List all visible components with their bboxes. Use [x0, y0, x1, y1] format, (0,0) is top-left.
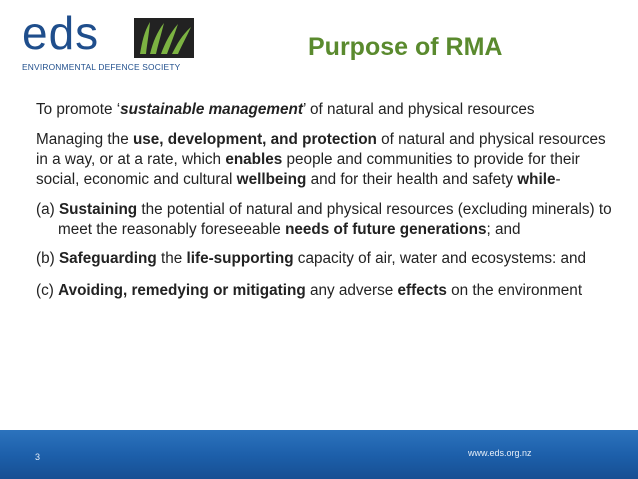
item-a-text-2: ; and [486, 221, 521, 238]
item-a-bold-2: needs of future generations [285, 221, 487, 238]
item-c-text-1: any adverse [305, 282, 398, 299]
item-c-prefix: (c) [36, 282, 59, 299]
list-item-c [36, 281, 616, 301]
logo-wordmark: eds [22, 7, 100, 59]
slide-body [36, 100, 616, 310]
footer-bar [0, 430, 638, 479]
list-item-b [36, 249, 616, 269]
item-c-bold-2: effects [397, 282, 447, 299]
definition-text-1: Managing the [36, 131, 133, 148]
intro-text-1: To promote ‘ [36, 101, 121, 118]
intro-paragraph [36, 100, 616, 120]
definition-text-4: and for their health and safety [306, 171, 518, 188]
item-b-text-2: capacity of air, water and ecosystems: and [293, 250, 587, 267]
logo-subtitle: ENVIRONMENTAL DEFENCE SOCIETY [22, 62, 181, 72]
item-c-bold-1: Avoiding, remedying or mitigating [58, 282, 306, 299]
item-b-prefix: (b) [36, 250, 59, 267]
definition-text-2: of natural and physical resources in a way, or at a rate, which [36, 131, 606, 168]
definition-bold-4: while [517, 171, 556, 188]
item-c-text-2: on the environment [446, 282, 583, 299]
item-b-bold-1: Safeguarding [58, 250, 157, 267]
item-b-bold-2: life-supporting [186, 250, 294, 267]
item-a-prefix: (a) [36, 201, 59, 218]
grass-leaves-icon [134, 18, 194, 58]
definition-paragraph [36, 130, 616, 190]
item-a-bold-1: Sustaining [58, 201, 138, 218]
list-item-a [36, 200, 616, 240]
intro-emphasis: sustainable management [120, 101, 303, 118]
eds-logo [22, 7, 197, 74]
page-number: 3 [35, 452, 41, 462]
slide-title: Purpose of RMA [308, 33, 503, 61]
intro-text-2: ’ of natural and physical resources [302, 101, 535, 118]
definition-text-5: - [555, 171, 561, 188]
definition-text-3: people and communities to provide for their social, economic and cultural [36, 151, 580, 188]
definition-bold-3: wellbeing [236, 171, 307, 188]
item-a-text-1: the potential of natural and physical resources (excluding minerals) to meet the reasonably foreseeable [58, 201, 612, 238]
footer-url[interactable]: www.eds.org.nz [468, 448, 532, 458]
definition-bold-2: enables [225, 151, 283, 168]
definition-bold-1: use, development, and protection [132, 131, 377, 148]
item-b-text-1: the [156, 250, 187, 267]
